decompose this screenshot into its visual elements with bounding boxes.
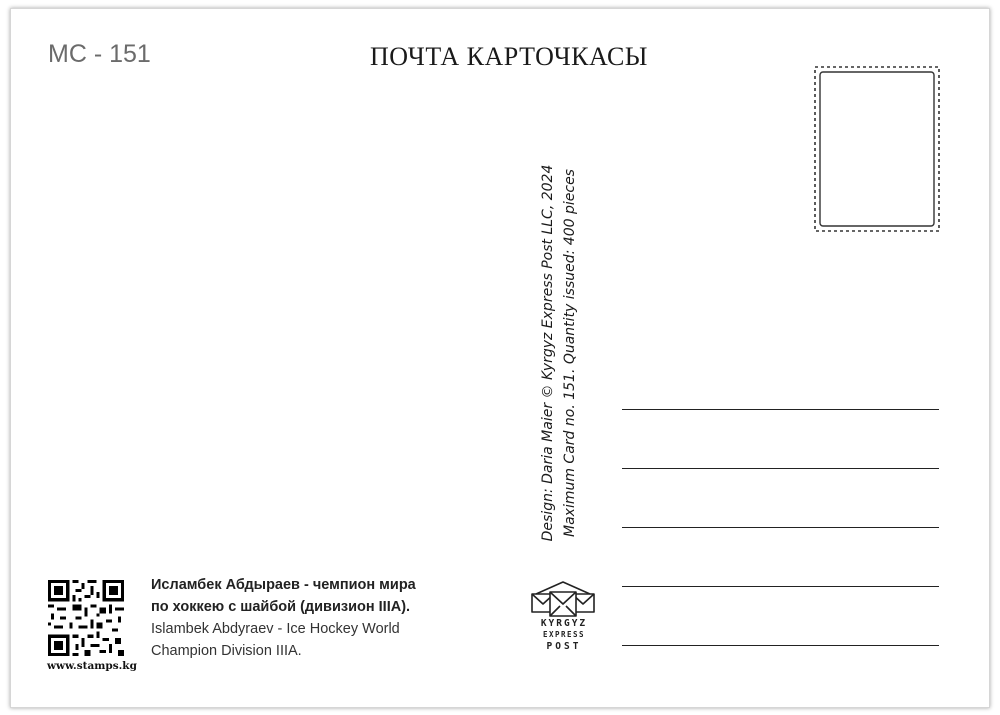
card-title: ПОЧТА КАРТОЧКАСЫ [370, 42, 648, 71]
address-line [622, 409, 939, 410]
logo-line-2: EXPRESS [542, 630, 586, 639]
logo-line-1: KYRGYZ [540, 618, 588, 629]
logo-line-3: POST [546, 641, 582, 652]
address-line [622, 645, 939, 646]
address-line [622, 586, 939, 587]
description-ru-line-2: по хоккею с шайбой (дивизион IIIA). [151, 599, 411, 615]
credits-block [537, 143, 587, 563]
description-en-line-1: Islambek Abdyraev - Ice Hockey World [151, 621, 400, 637]
address-line [622, 527, 939, 528]
address-line [622, 468, 939, 469]
card-code: MC - 151 [48, 40, 151, 68]
envelope-logo-icon [530, 580, 596, 620]
website-url: www.stamps.kg [47, 660, 137, 672]
logo-wordmark [524, 618, 604, 653]
description-ru-line-1: Исламбек Абдыраев - чемпион мира [151, 577, 416, 593]
qr-code-icon [48, 580, 124, 656]
description-en-line-2: Champion Division IIIA. [151, 643, 302, 659]
credits-line-1: Design: Daria Maier © Kyrgyz Express Post LLC, 2024 [540, 164, 556, 542]
stamp-frame-icon [812, 64, 942, 234]
card-description [151, 574, 491, 662]
credits-line-2: Maximum Card no. 151. Quantity issued: 400 pieces [562, 169, 578, 537]
